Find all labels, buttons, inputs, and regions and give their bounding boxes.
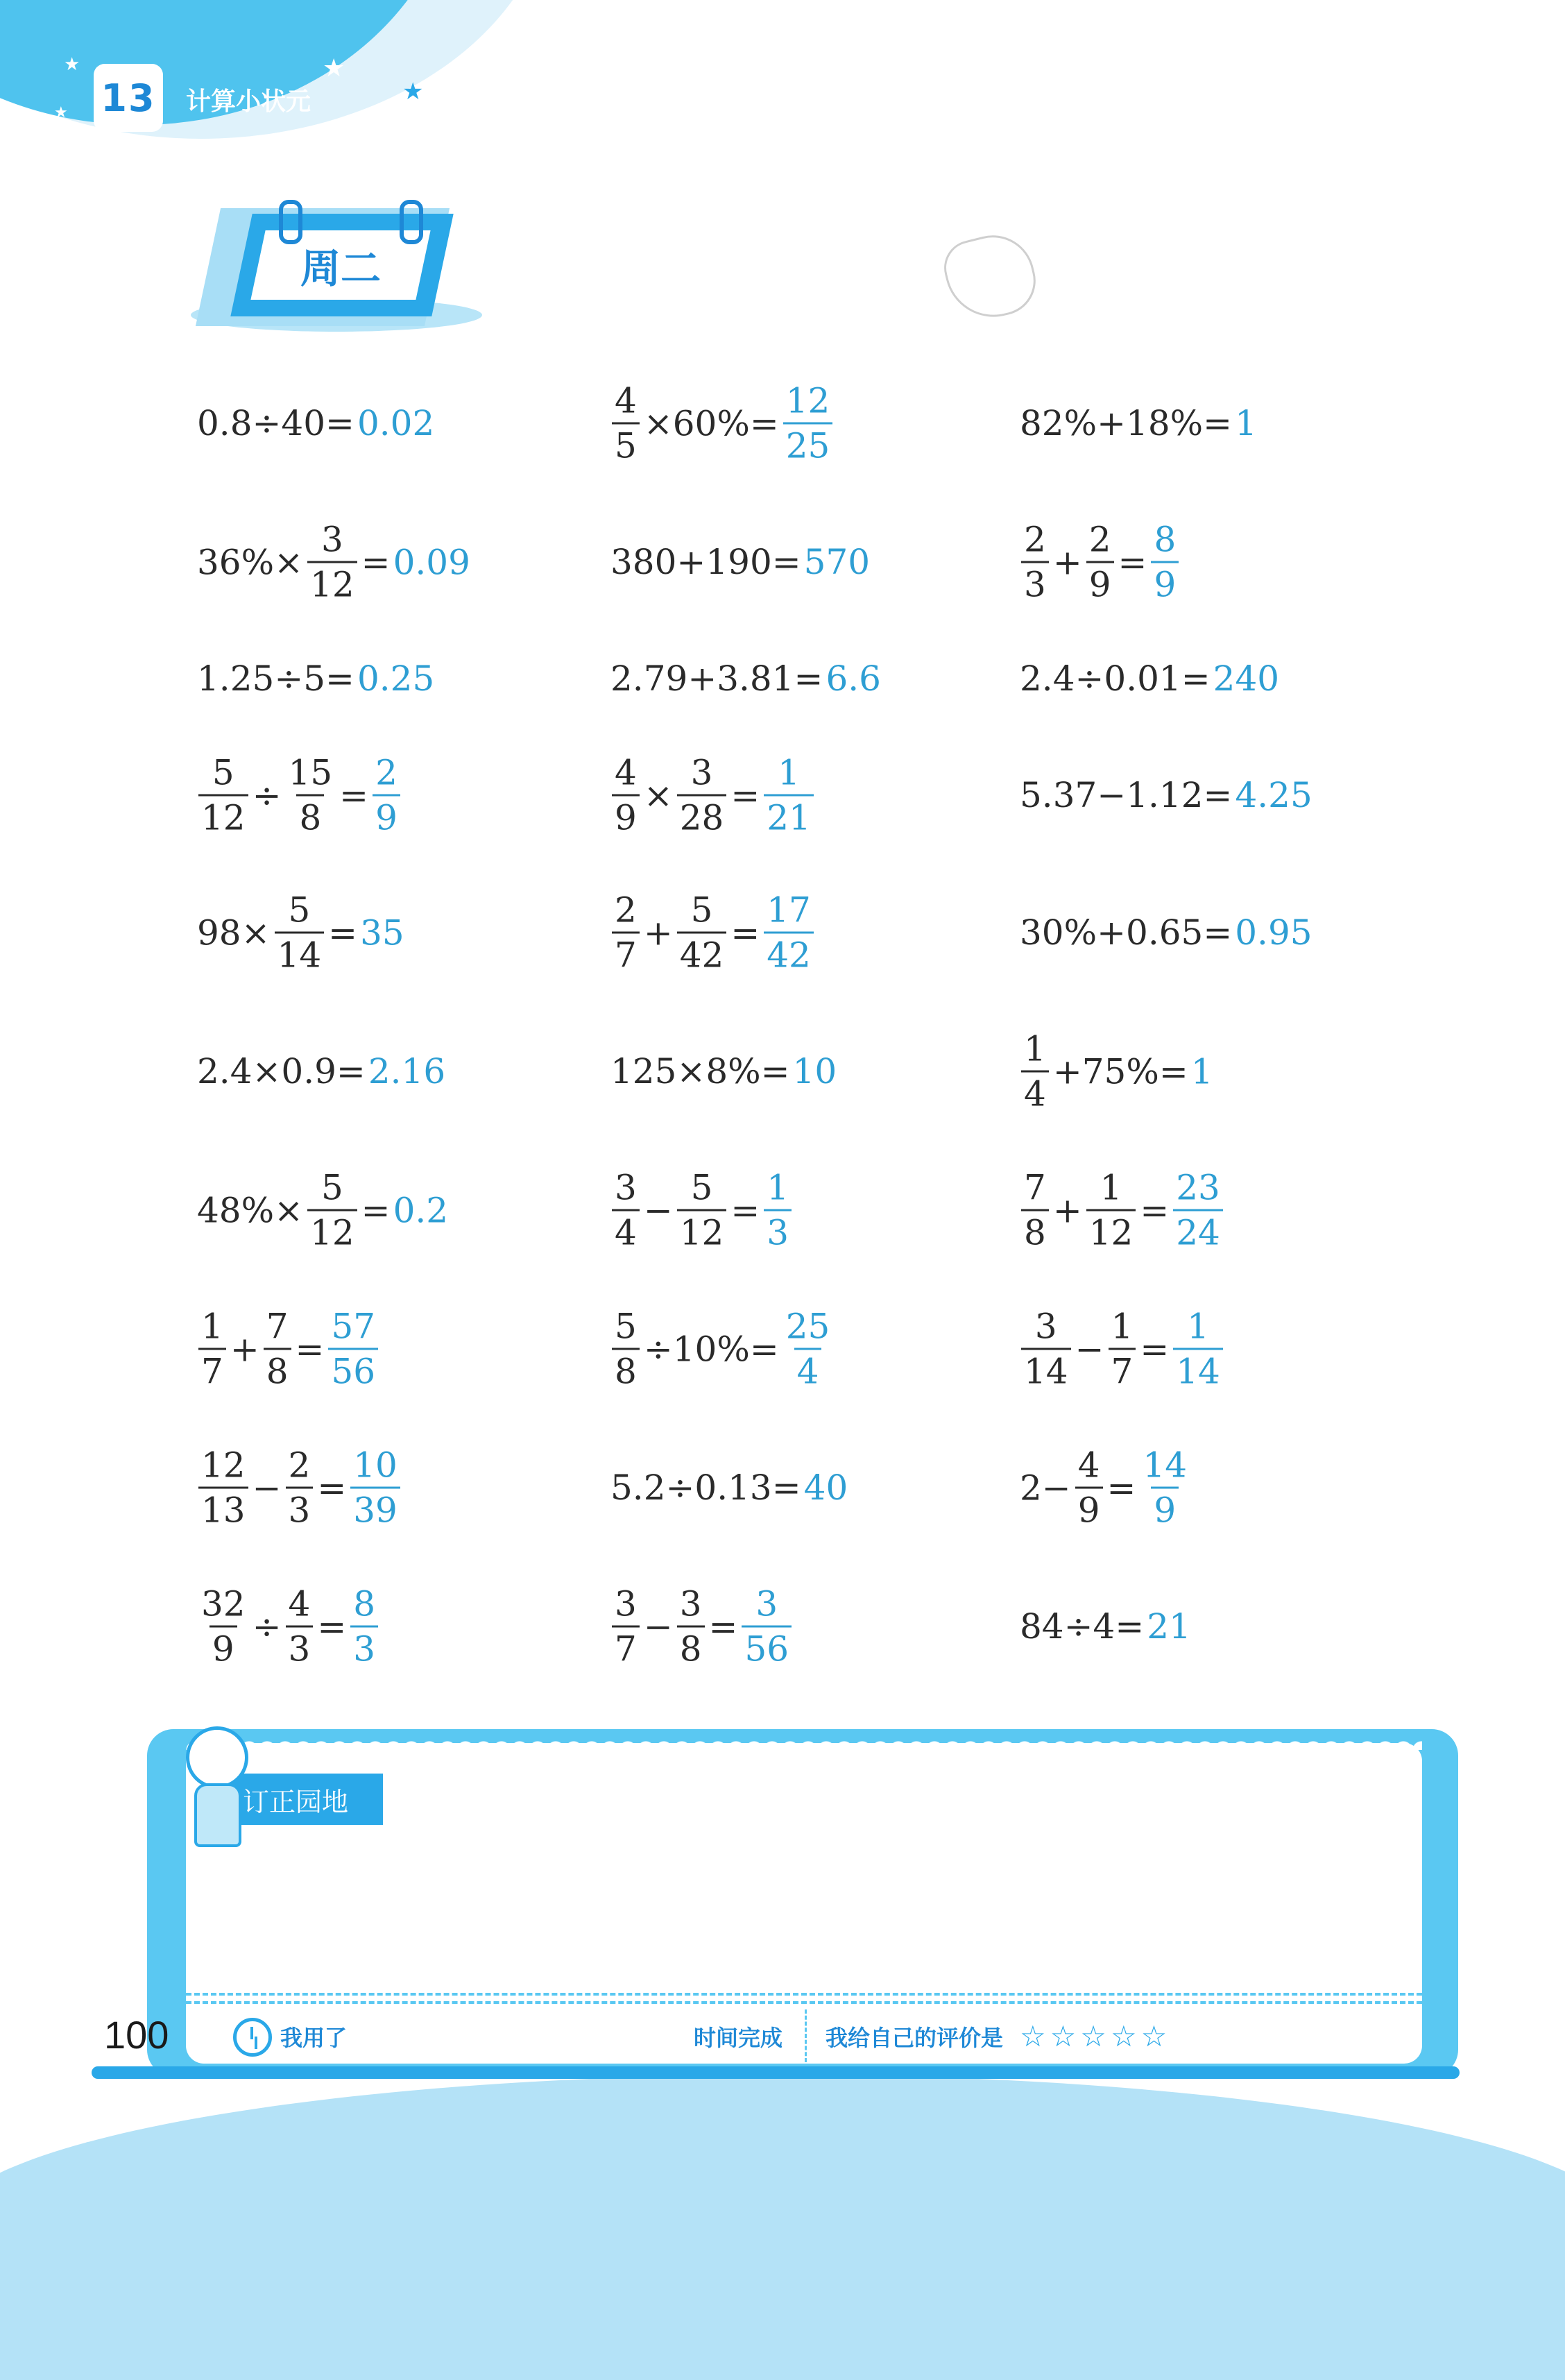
answer xyxy=(803,1468,850,1508)
numerator: 3 xyxy=(690,752,713,793)
fraction xyxy=(198,1583,248,1669)
denominator: 12 xyxy=(1086,1209,1136,1250)
denominator: 12 xyxy=(198,794,248,835)
equation-text: 36%× xyxy=(197,542,304,582)
equation-text: − xyxy=(1075,1329,1104,1369)
equation-text: = xyxy=(317,1468,347,1508)
answer xyxy=(803,542,871,582)
equation-text: 0.95 xyxy=(1235,912,1312,953)
answer xyxy=(761,1167,794,1253)
denominator: 5 xyxy=(612,423,640,464)
equation-text: + xyxy=(1052,542,1082,582)
denominator: 28 xyxy=(677,794,727,835)
numerator: 1 xyxy=(767,1167,789,1208)
panel-base-bar xyxy=(92,2066,1460,2079)
numerator: 4 xyxy=(1077,1445,1100,1486)
equation-text: + xyxy=(1052,1190,1082,1230)
numerator: 2 xyxy=(375,752,397,793)
fraction xyxy=(1173,1167,1223,1253)
denominator: 3 xyxy=(764,1209,792,1250)
equation-text: = xyxy=(361,1190,391,1230)
equation xyxy=(609,1051,838,1091)
answer xyxy=(348,1445,403,1531)
equation-text: = xyxy=(295,1329,325,1369)
fraction xyxy=(612,890,640,976)
footer-background xyxy=(0,2075,1565,2380)
numerator: 2 xyxy=(1088,519,1111,560)
equation-text: ÷ xyxy=(252,775,282,815)
denominator: 56 xyxy=(328,1348,378,1389)
numerator: 12 xyxy=(201,1445,246,1486)
numerator: 3 xyxy=(320,519,343,560)
fraction xyxy=(612,1167,640,1253)
equation-text: ×60%= xyxy=(643,403,779,443)
numerator: 5 xyxy=(615,1306,637,1347)
equation-text: 2.79+3.81= xyxy=(610,658,823,699)
numerator: 3 xyxy=(1034,1306,1057,1347)
numerator: 7 xyxy=(1024,1167,1046,1208)
denominator: 21 xyxy=(764,794,814,835)
equation-text: 10 xyxy=(792,1051,837,1091)
answer xyxy=(1148,519,1181,605)
numerator: 5 xyxy=(212,752,234,793)
equation-text: = xyxy=(730,912,760,953)
denominator: 42 xyxy=(677,932,727,973)
fraction xyxy=(286,752,336,838)
equation xyxy=(609,542,871,582)
answer xyxy=(1137,1445,1192,1531)
equation-text: ÷10%= xyxy=(643,1329,779,1369)
equation-text: = xyxy=(361,542,391,582)
equation xyxy=(196,1306,381,1392)
divider-dashed xyxy=(186,2001,1422,2004)
answer xyxy=(392,542,472,582)
numerator: 3 xyxy=(615,1583,637,1624)
numerator: 10 xyxy=(353,1445,397,1486)
numerator: 23 xyxy=(1176,1167,1220,1208)
denominator: 14 xyxy=(1021,1348,1071,1389)
equation xyxy=(1018,519,1181,605)
denominator: 9 xyxy=(1086,561,1114,602)
answer xyxy=(325,1306,381,1392)
clock-icon xyxy=(233,2018,272,2057)
answer xyxy=(1233,912,1313,953)
numerator: 32 xyxy=(201,1583,246,1624)
answer xyxy=(1233,403,1258,443)
answer xyxy=(1212,658,1281,699)
denominator: 3 xyxy=(286,1626,314,1667)
calendar-ring-icon xyxy=(279,200,302,244)
fraction xyxy=(1075,1445,1103,1531)
equation-text: 380+190= xyxy=(610,542,801,582)
equation-text: = xyxy=(317,1606,347,1647)
equation xyxy=(196,752,403,838)
equation-text: 35 xyxy=(360,912,404,953)
fraction xyxy=(742,1583,792,1669)
numerator: 1 xyxy=(1100,1167,1122,1208)
fraction xyxy=(1151,519,1179,605)
equation xyxy=(1018,1306,1226,1392)
fraction xyxy=(612,1306,640,1392)
equation xyxy=(1018,403,1258,443)
equation-text: 0.8÷40= xyxy=(197,403,354,443)
answer xyxy=(392,1190,450,1230)
numerator: 1 xyxy=(1187,1306,1209,1347)
equation xyxy=(1018,912,1314,953)
answer xyxy=(792,1051,839,1091)
star-icon: ★ xyxy=(54,104,68,121)
denominator: 4 xyxy=(612,1209,640,1250)
numerator: 2 xyxy=(288,1445,311,1486)
girl-mascot-icon xyxy=(186,1726,248,1789)
answer xyxy=(1170,1306,1226,1392)
fraction xyxy=(783,380,833,466)
fraction xyxy=(612,1583,640,1669)
fraction xyxy=(198,1445,248,1531)
equation xyxy=(196,890,406,976)
fraction xyxy=(612,380,640,466)
star-icon: ★ xyxy=(323,54,345,83)
equation-text: 570 xyxy=(803,542,871,582)
answer xyxy=(761,752,816,838)
denominator: 8 xyxy=(296,794,324,835)
equation xyxy=(1018,658,1281,699)
answer xyxy=(824,658,882,699)
time-done-label: 时间完成 xyxy=(694,2025,783,2051)
equation-text: 5.37−1.12= xyxy=(1020,775,1233,815)
denominator: 8 xyxy=(264,1348,291,1389)
answer xyxy=(367,1051,447,1091)
equation-text: 0.25 xyxy=(357,658,435,699)
equation-text: ÷ xyxy=(252,1606,282,1647)
answer xyxy=(1190,1051,1215,1091)
fraction xyxy=(198,752,248,838)
numerator: 1 xyxy=(201,1306,223,1347)
brand-title: 计算小状元 xyxy=(186,87,311,116)
equation-text: 1.25÷5= xyxy=(197,658,354,699)
denominator: 24 xyxy=(1173,1209,1223,1250)
denominator: 8 xyxy=(1021,1209,1049,1250)
answer xyxy=(780,380,836,466)
logo-cube-icon: 13 xyxy=(94,64,163,132)
denominator: 3 xyxy=(286,1487,314,1528)
equation xyxy=(1018,775,1314,815)
equation-text: − xyxy=(252,1468,282,1508)
equation-text: 2.4×0.9= xyxy=(197,1051,366,1091)
calendar-ring-icon xyxy=(400,200,423,244)
numerator: 15 xyxy=(288,752,333,793)
fraction xyxy=(677,752,727,838)
star-icon: ★ xyxy=(64,54,80,75)
equation-text: − xyxy=(643,1190,673,1230)
equation-text: 5.2÷0.13= xyxy=(610,1468,801,1508)
watermark-stamp xyxy=(939,227,1043,328)
equation-text: 2− xyxy=(1020,1468,1071,1508)
equation xyxy=(1018,1445,1192,1531)
fraction xyxy=(307,519,357,605)
fraction xyxy=(1173,1306,1223,1392)
denominator: 42 xyxy=(764,932,814,973)
self-rating-label: 我给自己的评价是 xyxy=(826,2025,1004,2051)
fraction xyxy=(1140,1445,1190,1531)
equation xyxy=(609,752,816,838)
numerator: 3 xyxy=(679,1583,702,1624)
equation-text: 82%+18%= xyxy=(1020,403,1233,443)
denominator: 25 xyxy=(783,423,833,464)
answer xyxy=(761,890,816,976)
denominator: 7 xyxy=(612,1626,640,1667)
equation-text: 2.4÷0.01= xyxy=(1020,658,1211,699)
equation xyxy=(196,1445,403,1531)
equation xyxy=(1018,1028,1215,1114)
denominator: 9 xyxy=(209,1626,237,1667)
numerator: 5 xyxy=(288,890,311,930)
equation-text: = xyxy=(1140,1190,1170,1230)
answer xyxy=(356,658,436,699)
equation xyxy=(609,1468,849,1508)
denominator: 9 xyxy=(373,794,400,835)
girl-mascot-body xyxy=(194,1783,241,1847)
answer xyxy=(739,1583,794,1669)
fraction xyxy=(1086,1167,1136,1253)
numerator: 4 xyxy=(615,380,637,421)
denominator: 4 xyxy=(1021,1071,1049,1112)
equation-text: 1 xyxy=(1235,403,1257,443)
fraction xyxy=(677,1167,727,1253)
denominator: 7 xyxy=(1109,1348,1136,1389)
fraction xyxy=(1109,1306,1136,1392)
fraction xyxy=(677,1583,705,1669)
denominator: 9 xyxy=(1151,1487,1179,1528)
equation xyxy=(196,1051,447,1091)
fraction xyxy=(1021,1028,1049,1114)
denominator: 14 xyxy=(275,932,325,973)
numerator: 14 xyxy=(1143,1445,1188,1486)
equation-text: 0.02 xyxy=(357,403,435,443)
equation xyxy=(1018,1606,1192,1647)
equation-text: = xyxy=(328,912,358,953)
star-icon: ★ xyxy=(402,78,424,105)
equation-text: = xyxy=(730,1190,760,1230)
equation-text: 84÷4= xyxy=(1020,1606,1145,1647)
fraction xyxy=(783,1306,833,1392)
page-number: 100 xyxy=(104,2013,169,2057)
equation xyxy=(196,1583,381,1669)
denominator: 7 xyxy=(198,1348,226,1389)
answer xyxy=(1233,775,1313,815)
equation-text: 125×8%= xyxy=(610,1051,790,1091)
fraction xyxy=(328,1306,378,1392)
numerator: 5 xyxy=(690,890,713,930)
fraction xyxy=(1021,1167,1049,1253)
answer xyxy=(359,912,406,953)
fraction xyxy=(307,1167,357,1253)
equation-text: 0.2 xyxy=(393,1190,449,1230)
numerator: 4 xyxy=(615,752,637,793)
denominator: 8 xyxy=(612,1348,640,1389)
equation-text: × xyxy=(643,775,673,815)
fraction xyxy=(1021,519,1049,605)
fraction xyxy=(1086,519,1114,605)
fraction xyxy=(764,1167,792,1253)
fraction xyxy=(350,1583,378,1669)
denominator: 7 xyxy=(612,932,640,973)
answer xyxy=(370,752,403,838)
fraction xyxy=(764,890,814,976)
numerator: 8 xyxy=(1154,519,1177,560)
denominator: 12 xyxy=(307,561,357,602)
numerator: 7 xyxy=(266,1306,289,1347)
numerator: 4 xyxy=(288,1583,311,1624)
fraction xyxy=(612,752,640,838)
denominator: 8 xyxy=(677,1626,705,1667)
rating-stars-icon[interactable]: ☆☆☆☆☆ xyxy=(1020,2019,1172,2053)
numerator: 2 xyxy=(615,890,637,930)
equation xyxy=(1018,1167,1226,1253)
equation-text: 48%× xyxy=(197,1190,304,1230)
fraction xyxy=(264,1306,291,1392)
denominator: 12 xyxy=(307,1209,357,1250)
fraction xyxy=(198,1306,226,1392)
equation-text: = xyxy=(339,775,369,815)
equation-text: = xyxy=(1140,1329,1170,1369)
equation xyxy=(609,1306,835,1392)
equation-text: 98× xyxy=(197,912,271,953)
time-used-label: 我用了 xyxy=(280,2025,348,2051)
answer xyxy=(780,1306,836,1392)
denominator: 3 xyxy=(1021,561,1049,602)
numerator: 25 xyxy=(785,1306,830,1347)
equation-text: 40 xyxy=(803,1468,848,1508)
equation xyxy=(609,380,835,466)
equation xyxy=(609,1583,794,1669)
equation-text: + xyxy=(230,1329,259,1369)
equation-text: = xyxy=(730,775,760,815)
equation-text: + xyxy=(643,912,673,953)
numerator: 5 xyxy=(320,1167,343,1208)
denominator: 9 xyxy=(1151,561,1179,602)
answer xyxy=(356,403,436,443)
equation-text: +75%= xyxy=(1052,1051,1188,1091)
fraction xyxy=(350,1445,400,1531)
numerator: 3 xyxy=(755,1583,778,1624)
fraction xyxy=(286,1445,314,1531)
equation-text: = xyxy=(1118,542,1147,582)
equation-text: 1 xyxy=(1190,1051,1213,1091)
answer xyxy=(348,1583,381,1669)
numerator: 17 xyxy=(767,890,811,930)
equation xyxy=(609,658,882,699)
denominator: 4 xyxy=(794,1348,822,1389)
denominator: 13 xyxy=(198,1487,248,1528)
panel-scallop-edge xyxy=(186,1732,1422,1750)
fraction xyxy=(373,752,400,838)
fraction xyxy=(1021,1306,1071,1392)
numerator: 5 xyxy=(690,1167,713,1208)
fraction xyxy=(677,890,727,976)
numerator: 3 xyxy=(615,1167,637,1208)
correction-title: 订正园地 xyxy=(208,1774,383,1825)
numerator: 1 xyxy=(1111,1306,1134,1347)
fraction xyxy=(286,1583,314,1669)
equation-text: 21 xyxy=(1147,1606,1191,1647)
equation xyxy=(609,890,816,976)
equation xyxy=(196,519,472,605)
footer-separator xyxy=(805,2009,807,2062)
fraction xyxy=(764,752,814,838)
answer xyxy=(1145,1606,1192,1647)
numerator: 57 xyxy=(331,1306,376,1347)
day-label: 周二 xyxy=(300,245,381,292)
answer xyxy=(1170,1167,1226,1253)
equation-text: 240 xyxy=(1213,658,1280,699)
numerator: 12 xyxy=(785,380,830,421)
equation-text: = xyxy=(1106,1468,1136,1508)
numerator: 2 xyxy=(1024,519,1046,560)
equation xyxy=(609,1167,794,1253)
equation-text: = xyxy=(708,1606,738,1647)
denominator: 39 xyxy=(350,1487,400,1528)
denominator: 14 xyxy=(1173,1348,1223,1389)
numerator: 8 xyxy=(353,1583,376,1624)
denominator: 9 xyxy=(1075,1487,1103,1528)
numerator: 1 xyxy=(778,752,800,793)
equation-text: 4.25 xyxy=(1235,775,1312,815)
equation-text: − xyxy=(643,1606,673,1647)
equation-text: 6.6 xyxy=(826,658,881,699)
equation xyxy=(196,658,436,699)
equation-text: 0.09 xyxy=(393,542,470,582)
equation-text: 2.16 xyxy=(368,1051,446,1091)
equation-text: 30%+0.65= xyxy=(1020,912,1233,953)
denominator: 56 xyxy=(742,1626,792,1667)
numerator: 1 xyxy=(1024,1028,1046,1069)
equation xyxy=(196,1167,450,1253)
denominator: 3 xyxy=(350,1626,378,1667)
equation xyxy=(196,403,436,443)
denominator: 12 xyxy=(677,1209,727,1250)
divider-dashed xyxy=(186,1993,1422,1996)
fraction xyxy=(275,890,325,976)
denominator: 9 xyxy=(612,794,640,835)
